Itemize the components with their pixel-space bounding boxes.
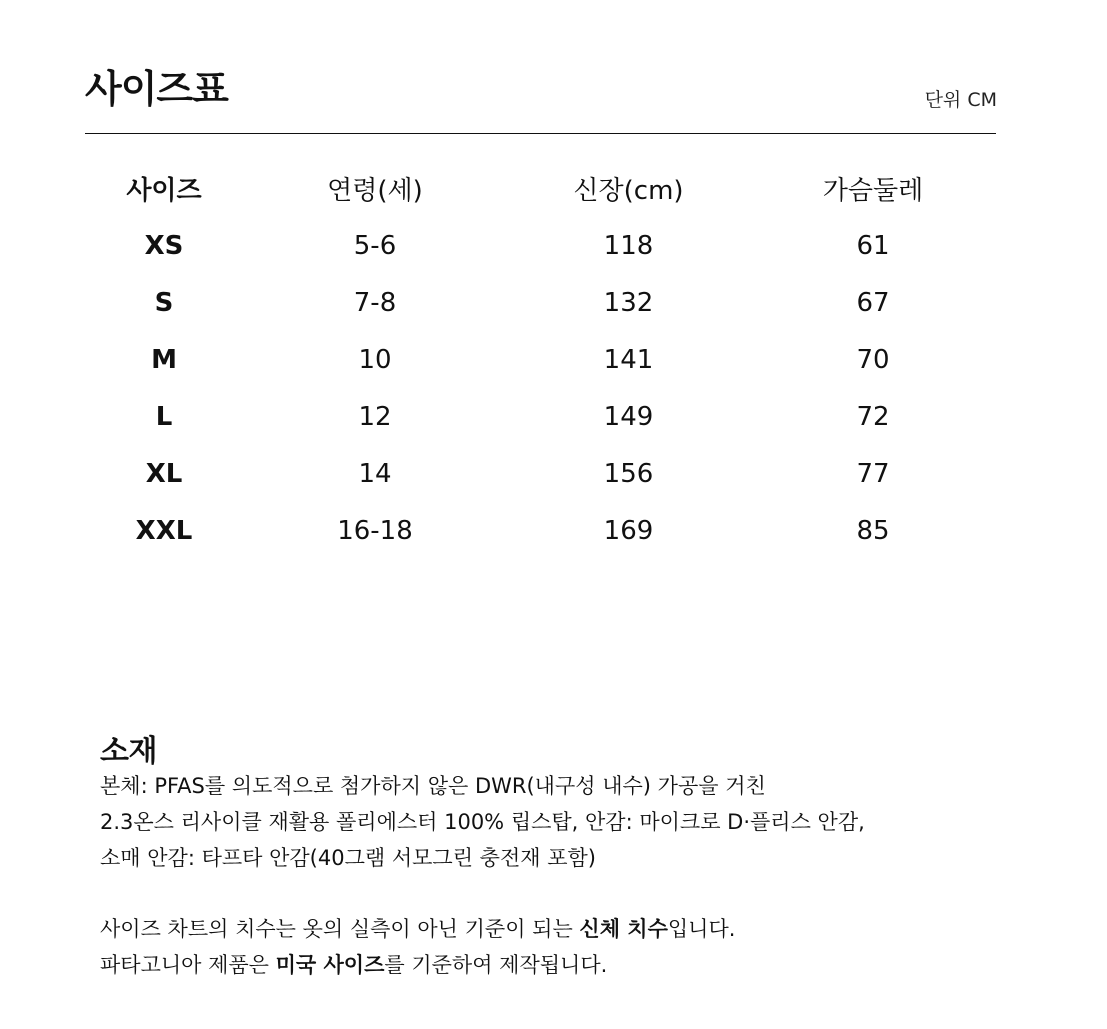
chest-cell: 85 (856, 515, 890, 546)
size-cell: M (151, 344, 177, 375)
age-cell: 10 (358, 344, 392, 375)
table-row (85, 388, 996, 445)
age-cell: 12 (358, 401, 392, 432)
size-table (85, 160, 996, 559)
age-cell: 5-6 (353, 230, 397, 261)
size-cell: S (154, 287, 174, 318)
column-header-size: 사이즈 (126, 176, 202, 206)
size-cell: L (155, 401, 173, 432)
table-row (85, 331, 996, 388)
column-header-chest: 가슴둘레 (822, 176, 924, 206)
height-cell: 149 (603, 401, 654, 432)
column-header-age: 연령(세) (327, 176, 423, 206)
note-text: 사이즈 차트의 치수는 옷의 실측이 아닌 기준이 되는 (100, 917, 580, 941)
chest-cell: 61 (856, 230, 890, 261)
table-row (85, 217, 996, 274)
note-text: 입니다. (667, 917, 736, 941)
material-heading: 소재 (100, 734, 157, 769)
table-row (85, 445, 996, 502)
height-cell: 169 (603, 515, 654, 546)
height-cell: 132 (603, 287, 654, 318)
table-row (85, 274, 996, 331)
material-line: 본체: PFAS를 의도적으로 첨가하지 않은 DWR(내구성 내수) 가공을 거친 (100, 774, 766, 798)
note-emphasis: 미국 사이즈 (275, 953, 385, 977)
note-text: 파타고니아 제품은 (100, 953, 276, 977)
chest-cell: 67 (856, 287, 890, 318)
note-text: 를 기준하여 제작됩니다. (384, 953, 608, 977)
chest-cell: 70 (856, 344, 890, 375)
table-header-row (85, 160, 996, 217)
size-cell: XL (145, 458, 183, 489)
height-cell: 156 (603, 458, 654, 489)
note-line (100, 947, 1000, 983)
note-emphasis: 신체 치수 (579, 917, 668, 941)
size-note (100, 911, 1000, 983)
size-cell: XXL (135, 515, 193, 546)
table-row (85, 502, 996, 559)
note-line (100, 911, 1000, 947)
page-title: 사이즈표 (85, 67, 228, 111)
material-description (100, 768, 1000, 876)
material-line: 소매 안감: 타프타 안감(40그램 서모그린 충전재 포함) (100, 846, 596, 870)
unit-label: 단위 CM (924, 89, 997, 111)
height-cell: 141 (603, 344, 654, 375)
material-line: 2.3온스 리사이클 재활용 폴리에스터 100% 립스탑, 안감: 마이크로 D·플리스 안감, (100, 810, 865, 834)
size-cell: XS (144, 230, 184, 261)
column-header-height: 신장(cm) (573, 176, 684, 206)
header-divider (85, 133, 996, 134)
chest-cell: 77 (856, 458, 890, 489)
age-cell: 7-8 (353, 287, 397, 318)
chest-cell: 72 (856, 401, 890, 432)
age-cell: 16-18 (337, 515, 413, 546)
age-cell: 14 (358, 458, 392, 489)
height-cell: 118 (603, 230, 654, 261)
